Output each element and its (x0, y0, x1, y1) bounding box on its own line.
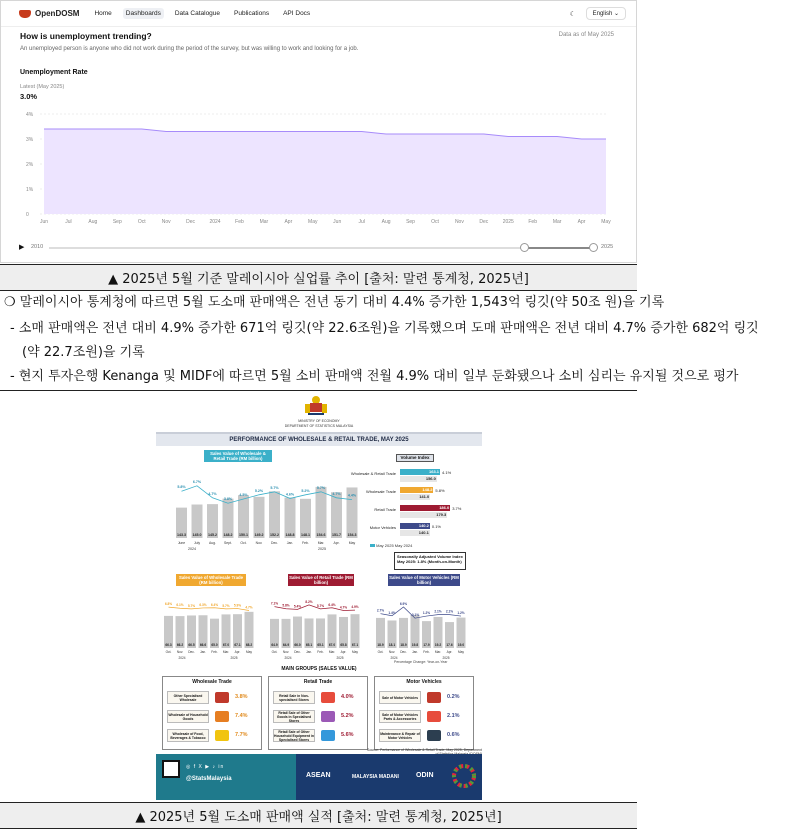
volume-index-pct: 3.7% (452, 506, 462, 511)
main-group-item: Maintenance & Repair of Motor Vehicles (379, 729, 421, 742)
volume-index-bar-2025: 148.2 (400, 487, 433, 493)
main-group-item: Other Specialised Wholesale (167, 691, 209, 704)
main-bar (238, 495, 249, 538)
nav-data-catalogue[interactable]: Data Catalogue (174, 10, 221, 17)
main-group-pct: 3.8% (235, 694, 248, 700)
nav-publications[interactable]: Publications (234, 10, 270, 17)
sub-year-2025: 2025 (230, 656, 238, 660)
sub-pct-label: 2.1% (434, 609, 442, 614)
sub-bar-value: 17.9 (423, 643, 430, 647)
question-description: An unemployed person is anyone who did not work during the period of the survey, but was willing to work and looking for a job. (20, 46, 359, 52)
main-pct-label: 4.7% (208, 491, 217, 496)
sub-year-2024: 2024 (390, 656, 398, 660)
sub-x-label: Dec. (294, 650, 301, 654)
y-tick-label: 2% (26, 162, 34, 168)
question-title: How is unemployment trending? (20, 31, 152, 41)
sub-bar-value: 64.9 (282, 643, 290, 647)
main-x-label: Oct. (240, 541, 247, 545)
main-group-item: Retail Sale in Non-specialised Stores (273, 691, 315, 704)
main-group-item: Retail Sale of Other Household Equipment in Specialised Stores (274, 729, 314, 742)
main-bar-value: 149.2 (254, 533, 264, 537)
unemployment-area (44, 129, 606, 214)
main-x-label: June (177, 541, 186, 545)
category-icon (321, 692, 335, 703)
main-pct-label: 5.2% (301, 488, 310, 493)
main-x-label: Apr. (333, 541, 340, 545)
sub-x-label: Feb. (317, 650, 324, 654)
main-pct-label: 4.4% (347, 493, 357, 498)
divider (0, 390, 637, 391)
x-tick-label: Jun (39, 219, 49, 225)
slider-range (525, 247, 595, 249)
sub-bar-value: 66.5 (188, 643, 195, 647)
pct-note: Percentage Change: Year-on-Year (394, 660, 448, 664)
volume-index-bar-2024: 140.1 (400, 530, 430, 536)
body-line-3: (약 22.7조원)을 기록 (22, 345, 145, 360)
main-group-item: Sale of Motor Vehicles (379, 691, 421, 704)
sub-year-2024: 2024 (284, 656, 292, 660)
x-tick-label: Jun (333, 219, 342, 225)
volume-index-label: Wholesale & Retail Trade (350, 471, 396, 476)
x-tick-label: Sep (406, 219, 415, 225)
madani-logo: MALAYSIA MADANI (352, 774, 399, 780)
sub-year-2024: 2024 (178, 656, 186, 660)
sub-pct-label: 6.9% (399, 601, 408, 606)
sub-x-label: Feb. (423, 650, 430, 654)
body-line-1: ❍ 말레이시아 통계청에 따르면 5월 도소매 판매액은 전년 동기 대비 4.4% 증가한 1,543억 링깃(약 50조 원)을 기록 (4, 295, 665, 310)
main-x-label: Feb. (302, 541, 309, 545)
latest-label: Latest (May 2025) (20, 84, 65, 90)
x-tick-label: Nov (161, 219, 171, 225)
infographic-banner: PERFORMANCE OF WHOLESALE & RETAIL TRADE, MAY 2025 (156, 432, 482, 446)
slider-handle-start[interactable] (520, 243, 529, 252)
main-group-title: Retail Trade (303, 679, 333, 685)
ministry-line-1: MINISTRY OF ECONOMY (298, 419, 340, 423)
sub-pct-label: 7.1% (270, 601, 279, 606)
language-value: English (592, 11, 613, 17)
sub-bar-value: 66.6 (199, 643, 207, 647)
sub-x-label: Feb. (211, 650, 218, 654)
main-pct-label: 4.6% (285, 492, 295, 497)
main-group-box (374, 676, 474, 750)
dosm-logo-icon (19, 10, 31, 18)
sub-x-label: Dec. (400, 650, 407, 654)
main-groups-title: MAIN GROUPS (SALES VALUE) (281, 666, 357, 672)
volume-index-label: Retail Trade (374, 507, 396, 512)
main-group-item: Wholesale of Food, Beverages & Tobacco (167, 729, 209, 742)
x-tick-label: Mar (259, 219, 269, 225)
volume-index-title: Volume Index (396, 454, 434, 462)
main-group-pct: 5.6% (341, 732, 354, 738)
main-year-2025: 2025 (318, 547, 326, 551)
category-icon (215, 730, 229, 741)
motor-chart-title: Sales Value of Motor Vehicles (RM billion) (389, 575, 459, 585)
main-bar-value: 148.2 (223, 533, 233, 537)
sub-bar-value: 67.1 (234, 643, 241, 647)
main-sales-chart (172, 468, 362, 552)
main-pct-label: 5.8% (177, 485, 186, 490)
brand-logo[interactable] (19, 9, 79, 18)
main-pct-label: 5.7% (270, 485, 279, 490)
main-bar-value: 143.3 (177, 533, 186, 537)
sub-x-label: Apr. (446, 650, 453, 654)
sub-pct-label: 5.7% (316, 603, 325, 608)
main-bar-value: 150.1 (239, 533, 248, 537)
sub-pct-label: 6.1% (176, 603, 184, 608)
main-x-label: Nov. (255, 541, 263, 545)
main-bar-value: 148.8 (285, 533, 295, 537)
sub-x-label: Apr. (234, 650, 241, 654)
main-bar (269, 491, 280, 538)
sub-x-label: Jan. (411, 650, 419, 654)
main-group-pct: 7.4% (235, 713, 248, 719)
main-group-pct: 5.2% (341, 713, 354, 719)
main-pct-label: 6.7% (192, 479, 202, 484)
y-tick-label: 0 (26, 212, 29, 218)
sub-pct-label: 2.1% (445, 609, 454, 614)
sub-bar-value: 68.2 (245, 643, 253, 647)
sub-year-2025: 2025 (336, 656, 344, 660)
main-year-2024: 2024 (188, 547, 196, 551)
main-bar-value: 145.0 (192, 533, 202, 537)
sub-x-label: Mar. (434, 650, 442, 654)
sub-pct-label: 1.2% (422, 611, 431, 616)
volume-index-bar-2024: 179.3 (400, 512, 447, 518)
category-icon (321, 730, 335, 741)
social-handle: @StatsMalaysia (186, 776, 232, 782)
chart-title: Unemployment Rate (20, 69, 88, 76)
category-icon (427, 711, 441, 722)
main-bar-value: 154.6 (316, 533, 326, 537)
x-tick-label: Oct (431, 219, 439, 225)
sub-bar-value: 19.8 (411, 643, 419, 647)
slider-track[interactable] (49, 247, 595, 249)
sub-x-label: May (457, 650, 465, 654)
sub-bar-value: 67.1 (351, 643, 359, 647)
x-tick-label: 2025 (502, 219, 514, 225)
sub-bar-value: 65.8 (340, 643, 347, 647)
main-bar (331, 492, 342, 538)
x-tick-label: Aug (381, 219, 391, 225)
language-select[interactable]: English ⌄ (586, 7, 626, 20)
main-x-label: Jan. (286, 541, 294, 545)
x-tick-label: Jul (358, 219, 365, 225)
main-pct-label: 5.7% (316, 485, 326, 490)
ministry-line-2: DEPARTMENT OF STATISTICS MALAYSIA (284, 424, 354, 428)
main-x-label: July (193, 541, 201, 545)
legend-swatch-2025 (370, 544, 375, 547)
x-tick-label: Sep (112, 219, 122, 225)
dark-mode-icon[interactable]: ☾ (569, 10, 576, 18)
top-navbar (1, 1, 636, 27)
time-slider[interactable] (19, 242, 619, 254)
odin-logo: ODIN (416, 772, 434, 779)
slider-end-label: 2025 (601, 244, 614, 250)
body-line-4: - 현지 투자은행 Kenanga 및 MIDF에 따르면 5월 소비 판매액 전월 4.9% 대비 일부 둔화됐으나 소비 심리는 유지될 것으로 평가 (10, 369, 739, 384)
category-icon (321, 711, 335, 722)
x-tick-label: Dec (479, 219, 489, 225)
sub-pct-label: 1.2% (457, 611, 465, 616)
volume-index-bar-2024: 141.0 (400, 494, 430, 500)
sub-bar-value: 67.0 (222, 643, 230, 647)
sub-pct-label: 6.4% (328, 602, 336, 607)
sub-x-label: May (351, 650, 359, 654)
volume-index-pct: 0.1% (431, 524, 441, 529)
main-group-pct: 0.2% (447, 694, 460, 700)
main-bar-value: 151.7 (332, 533, 341, 537)
main-pct-label: 3.8% (223, 497, 233, 502)
x-tick-label: Jul (65, 219, 72, 225)
nav-dashboards[interactable]: Dashboards (123, 8, 164, 19)
asean-logo: ASEAN (306, 772, 331, 779)
main-bar-value: 148.1 (301, 533, 310, 537)
sub-bar-value: 18.9 (400, 643, 407, 647)
qr-code-icon (162, 760, 180, 778)
legend-text: May 2025 May 2024 (376, 543, 413, 548)
category-icon (215, 711, 229, 722)
source-note: Source: Performance of Wholesale & Retail Trade, May 2025, Department (367, 748, 482, 752)
sub-pct-label: 4.7% (245, 605, 253, 610)
sub-bar-value: 65.1 (305, 643, 313, 647)
wholesale-chart-title: Sales Value of Wholesale Trade (RM billion) (176, 574, 246, 586)
sub-bar-value: 66.3 (165, 643, 172, 647)
slider-start-label: 2010 (31, 244, 44, 250)
main-x-label: Mar. (317, 541, 325, 545)
volume-index-bar-2025: 163.1 (400, 469, 440, 475)
sub-pct-label: 6.8% (164, 602, 173, 607)
x-tick-label: Apr (577, 219, 586, 225)
sub-pct-label: 5.7% (222, 603, 230, 608)
malaysia-coat-of-arms-icon (302, 394, 330, 416)
main-group-box (162, 676, 262, 750)
x-tick-label: Oct (137, 219, 146, 225)
main-group-item: Wholesale of Household Goods (167, 710, 209, 723)
sub-bar-value: 18.9 (377, 643, 384, 647)
slider-handle-end[interactable] (589, 243, 598, 252)
brand-name: OpenDOSM (35, 9, 80, 18)
sdg-wheel-icon (452, 764, 476, 788)
main-group-pct: 4.0% (341, 694, 354, 700)
main-pct-label: 5.2% (254, 488, 264, 493)
nav-home[interactable]: Home (94, 10, 112, 17)
sub-x-label: May (245, 650, 253, 654)
sub-bar-value: 18.1 (388, 643, 396, 647)
sub-sales-charts (160, 592, 480, 664)
sub-bar-value: 17.6 (446, 643, 453, 647)
play-icon[interactable]: ▶ (19, 244, 25, 251)
x-tick-label: Apr (284, 219, 293, 225)
sub-pct-label: 6.4% (210, 602, 219, 607)
main-group-box (268, 676, 368, 750)
x-tick-label: Nov (454, 219, 464, 225)
sub-pct-label: 4.9% (351, 605, 359, 610)
sub-bar-value: 66.2 (176, 643, 184, 647)
main-pct-label: 4.5% (239, 493, 248, 497)
sub-x-label: Mar. (222, 650, 230, 654)
volume-index-legend (370, 543, 412, 548)
sub-pct-label: 5.4% (293, 604, 302, 609)
sub-pct-label: 1.4% (388, 610, 396, 615)
sub-bar-value: 19.2 (434, 643, 442, 647)
y-tick-label: 1% (26, 187, 34, 193)
sub-x-label: Jan. (199, 650, 207, 654)
sub-x-label: Oct. (377, 650, 384, 654)
body-line-2: - 소매 판매액은 전년 대비 4.9% 증가한 671억 링깃(약 22.6조원)을 기록했으며 도매 판매액은 전년 대비 4.7% 증가한 682억 링깃 (10, 321, 759, 336)
sub-year-2025: 2025 (442, 656, 450, 660)
volume-index-label: Wholesale Trade (365, 489, 396, 494)
caption-trade: ▲ 2025년 5월 도소매 판매액 실적 [출처: 말련 통계청, 2025년] (0, 802, 637, 829)
seasonal-adjusted-box: Seasonally Adjusted Volume Index May 2025: 1.8% (Month-on-Month) (394, 552, 466, 570)
dashboard-screenshot (0, 0, 637, 263)
sub-x-label: Apr. (340, 650, 347, 654)
sub-pct-label: 6.3% (199, 602, 207, 607)
sub-bar-value: 64.9 (271, 643, 278, 647)
sub-pct-label: 5.8% (282, 603, 290, 608)
main-bar-value: 154.3 (347, 533, 357, 537)
nav-api-docs[interactable]: API Docs (283, 10, 311, 17)
main-group-title: Motor Vehicles (406, 679, 442, 685)
sub-pct-label: 8.2% (305, 599, 313, 604)
main-group-pct: 2.1% (447, 713, 460, 719)
caption-unemployment: ▲ 2025년 5월 기준 말레이시아 실업률 추이 [출처: 말련 통계청, 2025년] (0, 264, 637, 291)
category-icon (427, 692, 441, 703)
sub-bar-value: 19.0 (457, 643, 465, 647)
main-pct-label: 4.7% (332, 491, 341, 496)
sub-pct-label: 5.7% (187, 603, 196, 608)
y-tick-label: 3% (26, 137, 34, 143)
sub-bar-value: 67.0 (328, 643, 336, 647)
sub-pct-label: 2.7% (376, 608, 385, 613)
volume-index-label: Motor Vehicles (369, 525, 396, 530)
main-bar (285, 498, 296, 538)
sub-x-label: Oct. (165, 650, 172, 654)
x-tick-label: Feb (235, 219, 244, 225)
main-x-label: Sept. (224, 541, 232, 545)
social-icons: ◎ f X ▶ ♪ in (186, 764, 225, 770)
main-bar (254, 497, 265, 538)
volume-index-pct: 5.8% (435, 488, 445, 493)
sub-x-label: Nov. (282, 650, 290, 654)
sub-pct-label: 5.9% (233, 603, 242, 608)
unemployment-chart (16, 106, 616, 231)
sub-x-label: Dec. (188, 650, 195, 654)
main-group-title: Wholesale Trade (192, 679, 232, 685)
main-bar (316, 487, 327, 538)
data-as-of: Data as of May 2025 (558, 32, 614, 38)
retail-chart-title: Sales Value of Retail Trade (RM billion) (289, 575, 353, 585)
volume-index-bar-2025: 140.2 (400, 523, 430, 529)
y-tick-label: 4% (26, 112, 34, 118)
category-icon (427, 730, 441, 741)
main-group-item: Retail Sale of Other Goods in Specialised Stores (273, 710, 315, 723)
sub-pct-label: 4.7% (339, 605, 348, 610)
trade-infographic (156, 392, 482, 800)
main-group-pct: 0.6% (447, 732, 460, 738)
latest-value: 3.0% (20, 92, 38, 101)
category-icon (215, 692, 229, 703)
x-tick-label: Mar (552, 219, 562, 225)
x-tick-label: Dec (186, 219, 196, 225)
volume-index-bar-2024: 156.0 (400, 476, 437, 482)
main-x-label: Aug. (209, 541, 216, 545)
main-x-label: May (348, 541, 356, 545)
x-tick-label: 2024 (209, 219, 221, 225)
main-x-label: Dec. (271, 541, 278, 545)
x-tick-label: Feb (528, 219, 538, 225)
main-group-item: Sale of Motor Vehicles Parts & Accessories (379, 710, 421, 723)
sub-x-label: Jan. (305, 650, 313, 654)
sub-pct-label: -0.1% (410, 613, 420, 618)
x-tick-label: Aug (88, 219, 98, 225)
volume-index-bar-2025: 186.0 (400, 505, 450, 511)
sub-x-label: Nov. (388, 650, 396, 654)
sub-bar-value: 66.0 (294, 643, 301, 647)
x-tick-label: May (601, 219, 611, 225)
main-chart-title: Sales Value of Wholesale & Retail Trade (RM billion) (204, 450, 272, 462)
sub-x-label: Nov. (176, 650, 184, 654)
sub-x-label: Mar. (328, 650, 336, 654)
sub-bar-value: 65.1 (317, 643, 324, 647)
main-group-pct: 7.7% (235, 732, 248, 738)
sub-bar-value: 65.0 (211, 643, 218, 647)
main-bar-value: 145.2 (208, 533, 217, 537)
sub-x-label: Oct. (271, 650, 278, 654)
volume-index-pct: 4.1% (442, 470, 452, 475)
x-tick-label: May (308, 219, 318, 225)
main-bar-value: 152.2 (270, 533, 279, 537)
